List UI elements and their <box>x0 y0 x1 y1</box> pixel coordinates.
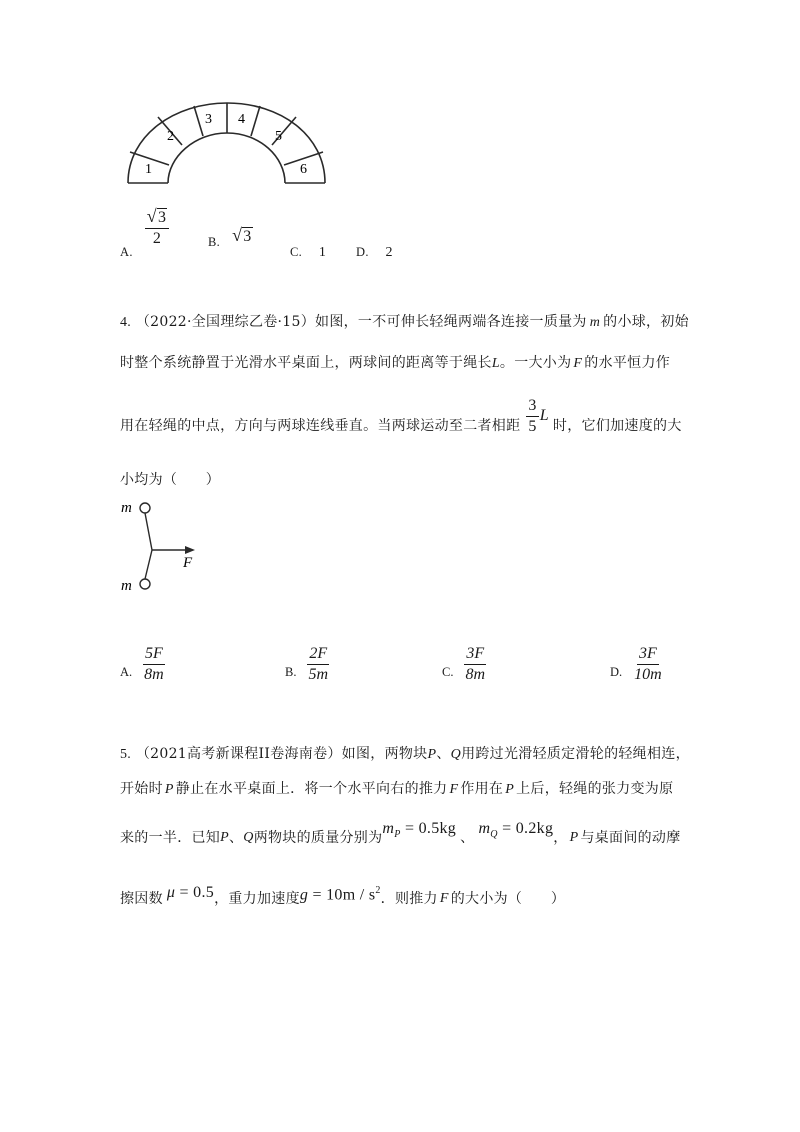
q4-option-d[interactable] <box>610 645 664 684</box>
q5-number: 5. <box>120 747 132 762</box>
q4-line-4: 小均为（ ） <box>120 472 221 488</box>
q5-source: （2021高考新课程II卷海南卷） <box>135 746 342 762</box>
q4-line-1: 4. （2022·全国理综乙卷·15）如图，一不可伸长轻绳两端各连接一质量为 m 的小球，初始 <box>120 314 689 330</box>
q5-line-1: 5. （2021高考新课程II卷海南卷）如图，两物块P、Q用跨过光滑轻质定滑轮的轻绳相连， <box>120 746 690 762</box>
arch-label-6: 6 <box>300 162 307 177</box>
q3-option-b-value: √ 3 <box>232 225 252 245</box>
q4-option-a[interactable] <box>120 645 166 684</box>
rope-balls-figure <box>115 495 215 595</box>
q4-option-d-label: D. <box>610 665 623 679</box>
arch-label-2: 2 <box>167 129 174 144</box>
q3-option-b[interactable] <box>208 225 253 252</box>
arch-label-4: 4 <box>238 112 245 127</box>
arch-label-3: 3 <box>205 112 212 127</box>
arch-label-1: 1 <box>145 162 152 177</box>
force-label: F <box>183 555 193 571</box>
gravity-expr: $g = 10m / s^2$ <box>299 884 381 904</box>
arch-figure <box>120 95 335 195</box>
q4-option-c[interactable] <box>442 645 487 684</box>
q5-line-2: 开始时 P 静止在水平桌面上．将一个水平向右的推力 F 作用在 P 上后，轻绳的张力变为原 <box>120 781 674 797</box>
q4-source: （2022·全国理综乙卷·15） <box>135 314 316 330</box>
mu-expr: μ = 0.5 <box>166 884 215 901</box>
q4-line-2: 时整个系统静置于光滑水平桌面上，两球间的距离等于绳长L。一大小为 F 的水平恒力作 <box>120 355 671 371</box>
q4-option-b-fraction: $\frac{2F}{5m}$ <box>308 645 329 683</box>
q4-option-d-fraction: $\frac{3F}{10m}$ <box>634 645 662 683</box>
q5-line-4: 擦因数 μ = 0.5 ，重力加速度 $g = 10m / s^2$ ．则推力 F 的大小为（ ） <box>120 884 565 914</box>
q3-option-c-value: 1 <box>318 245 327 260</box>
q4-option-a-fraction: $\frac{5F}{8m}$ <box>144 645 164 683</box>
q4-option-b-label: B. <box>285 665 297 679</box>
q4-option-a-label: A. <box>120 665 133 679</box>
q3-option-c-label: C. <box>290 245 303 259</box>
ball-top-label: m <box>121 500 132 516</box>
q4-number: 4. <box>120 315 132 330</box>
q4-option-c-label: C. <box>442 665 454 679</box>
mass-q-expr: $m_Q = 0.2kg$ <box>478 819 554 841</box>
q3-option-d-value: 2 <box>385 245 393 260</box>
arch-label-5: 5 <box>275 129 282 144</box>
q3-option-d[interactable] <box>356 242 393 263</box>
q3-option-a[interactable] <box>120 206 169 262</box>
q3-option-a-label: A. <box>120 245 133 259</box>
mass-p-expr: $m_P = 0.5kg$ <box>382 819 457 841</box>
q5-line-3: 来的一半．已知 P 、 Q 两物块的质量分别为 $m_P = 0.5kg$ 、 $m_Q = 0.2kg$ ， P 与桌面间的动摩 <box>120 819 681 846</box>
q3-option-b-label: B. <box>208 235 221 249</box>
q3-option-a-fraction: √ 3 2 <box>145 207 170 248</box>
q4-option-c-fraction: $\frac{3F}{8m}$ <box>465 645 486 683</box>
q4-distance-fraction: $\frac{3}{5}$ <box>528 396 537 435</box>
q3-option-c[interactable] <box>290 242 326 263</box>
q3-option-d-label: D. <box>356 245 369 259</box>
q4-option-b[interactable] <box>285 645 330 684</box>
q4-line-3: 用在轻绳的中点，方向与两球连线垂直。当两球运动至二者相距 $\frac{3}{5}$ L 时，它们加速度的大 <box>120 396 682 435</box>
ball-bottom-label: m <box>121 578 132 594</box>
